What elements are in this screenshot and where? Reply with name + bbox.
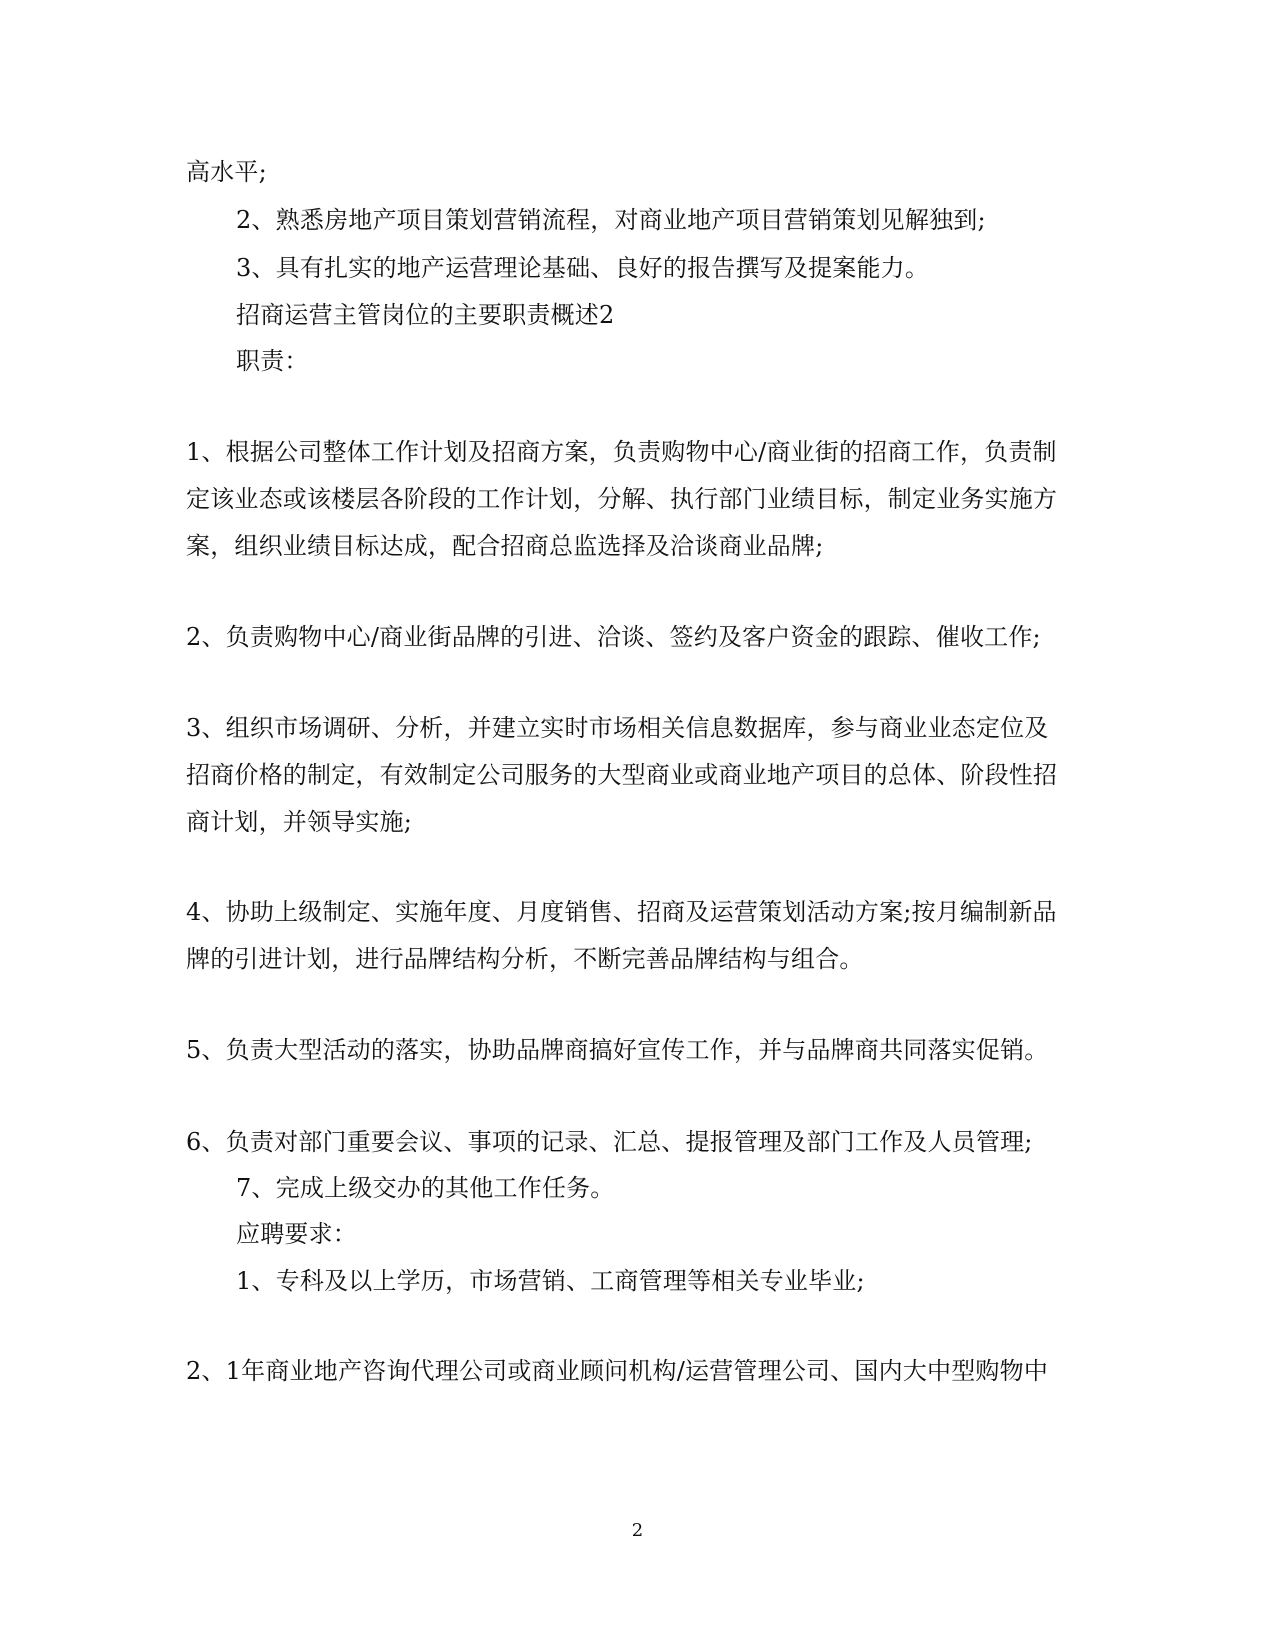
text-line: 招商价格的制定，有效制定公司服务的大型商业或商业地产项目的总体、阶段性招 — [186, 761, 1058, 789]
text-line: 职责： — [236, 347, 309, 375]
text-line: 2、负责购物中心/商业街品牌的引进、洽谈、签约及客户资金的跟踪、催收工作; — [186, 623, 1041, 651]
text-line: 2、1年商业地产咨询代理公司或商业顾问机构/运营管理公司、国内大中型购物中 — [186, 1357, 1049, 1385]
text-line: 4、协助上级制定、实施年度、月度销售、招商及运营策划活动方案;按月编制新品 — [186, 898, 1057, 926]
text-line: 2、熟悉房地产项目策划营销流程，对商业地产项目营销策划见解独到; — [236, 206, 986, 234]
text-line: 6、负责对部门重要会议、事项的记录、汇总、提报管理及部门工作及人员管理; — [186, 1128, 1033, 1156]
text-line: 5、负责大型活动的落实，协助品牌商搞好宣传工作，并与品牌商共同落实促销。 — [186, 1036, 1049, 1064]
text-line: 1、专科及以上学历，市场营销、工商管理等相关专业毕业; — [236, 1267, 865, 1295]
text-line: 牌的引进计划，进行品牌结构分析，不断完善品牌结构与组合。 — [186, 945, 864, 973]
text-line: 商计划，并领导实施; — [186, 808, 413, 836]
page-number: 2 — [631, 1520, 644, 1541]
text-line: 定该业态或该楼层各阶段的工作计划，分解、执行部门业绩目标，制定业务实施方 — [186, 485, 1058, 513]
section-heading: 招商运营主管岗位的主要职责概述2 — [236, 301, 615, 329]
text-line: 案，组织业绩目标达成，配合招商总监选择及洽谈商业品牌; — [186, 532, 824, 560]
text-line: 高水平; — [186, 158, 267, 186]
text-line: 1、根据公司整体工作计划及招商方案，负责购物中心/商业街的招商工作，负责制 — [186, 438, 1057, 466]
text-line: 7、完成上级交办的其他工作任务。 — [236, 1174, 615, 1202]
text-line: 3、组织市场调研、分析，并建立实时市场相关信息数据库，参与商业业态定位及 — [186, 714, 1049, 742]
text-line: 应聘要求： — [236, 1220, 357, 1248]
text-line: 3、具有扎实的地产运营理论基础、良好的报告撰写及提案能力。 — [236, 254, 930, 282]
